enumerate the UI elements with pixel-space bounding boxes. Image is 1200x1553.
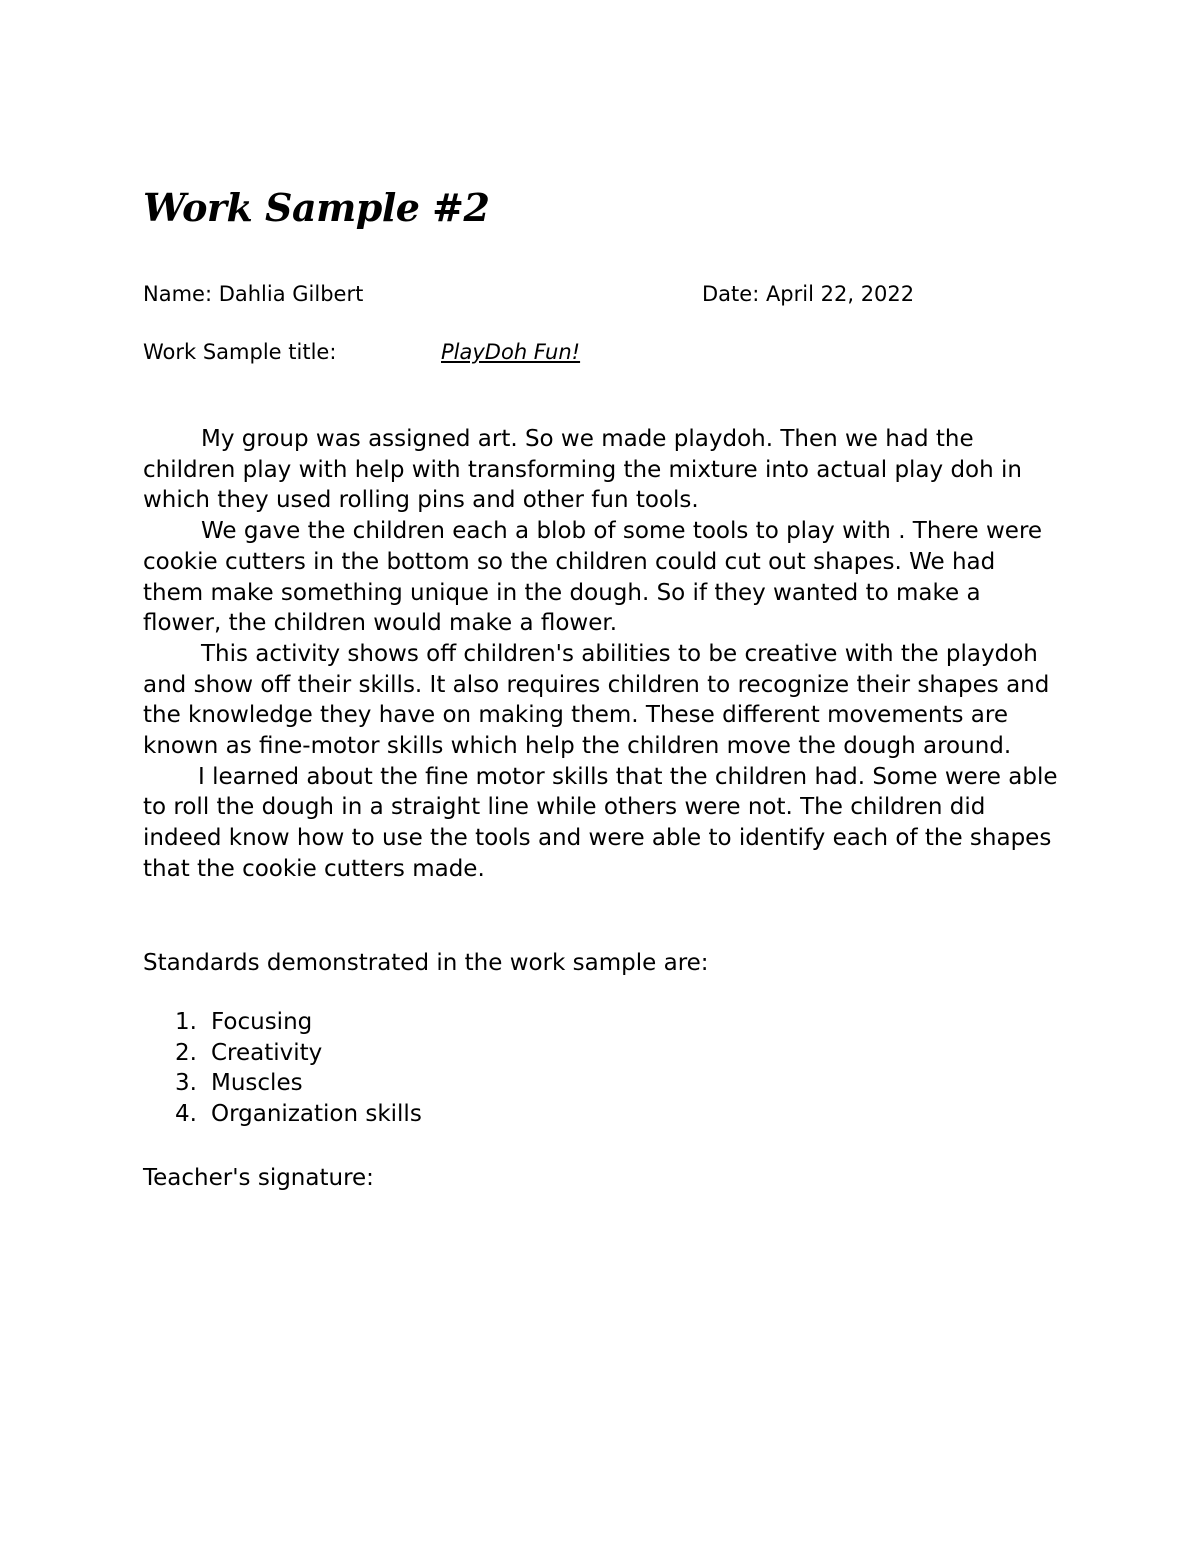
- list-item: [175, 1099, 422, 1130]
- list-item: [175, 1007, 422, 1038]
- document-date: Date: April 22, 2022: [702, 282, 915, 306]
- document-title: Work Sample #2: [143, 185, 490, 230]
- student-name: Name: Dahlia Gilbert: [143, 282, 364, 306]
- list-item: [175, 1068, 422, 1099]
- standards-list: [175, 1007, 422, 1130]
- teacher-signature-label: Teacher's signature:: [143, 1165, 374, 1191]
- list-number: 2.: [175, 1039, 197, 1066]
- list-number: 1.: [175, 1009, 197, 1035]
- body-text: [143, 424, 1058, 885]
- list-label: Creativity: [211, 1039, 323, 1066]
- list-label: Organization skills: [211, 1101, 422, 1128]
- work-sample-title-value: PlayDoh Fun!: [441, 340, 581, 364]
- paragraph: My group was assigned art. So we made playdoh. Then we had the children play with help with transforming the mixture into actual play doh in which they used rolling pins and other fun tools.: [143, 426, 1022, 514]
- standards-heading: Standards demonstrated in the work sample are:: [143, 950, 709, 976]
- work-sample-title-label: Work Sample title:: [143, 340, 337, 364]
- list-item: [175, 1038, 422, 1069]
- paragraph: We gave the children each a blob of some tools to play with . There were cookie cutters in the bottom so the children could cut out shapes. We had them make something unique in the dough. So if they wanted to make a flower, the children would make a flower.: [143, 518, 1043, 637]
- paragraph: This activity shows off children's abilities to be creative with the playdoh and show off their skills. It also requires children to recognize their shapes and the knowledge they have on making them. These different movements are known as fine-motor skills which help the children move the dough around.: [143, 640, 1050, 760]
- list-number: 3.: [175, 1070, 197, 1097]
- list-label: Muscles: [211, 1070, 303, 1097]
- list-number: 4.: [175, 1101, 197, 1128]
- paragraph: I learned about the fine motor skills that the children had. Some were able to roll the dough in a straight line while others were not. The children did indeed know how to use the tools and were able to identify each of the shapes that the cookie cutters made.: [143, 763, 1058, 882]
- list-label: Focusing: [211, 1009, 313, 1035]
